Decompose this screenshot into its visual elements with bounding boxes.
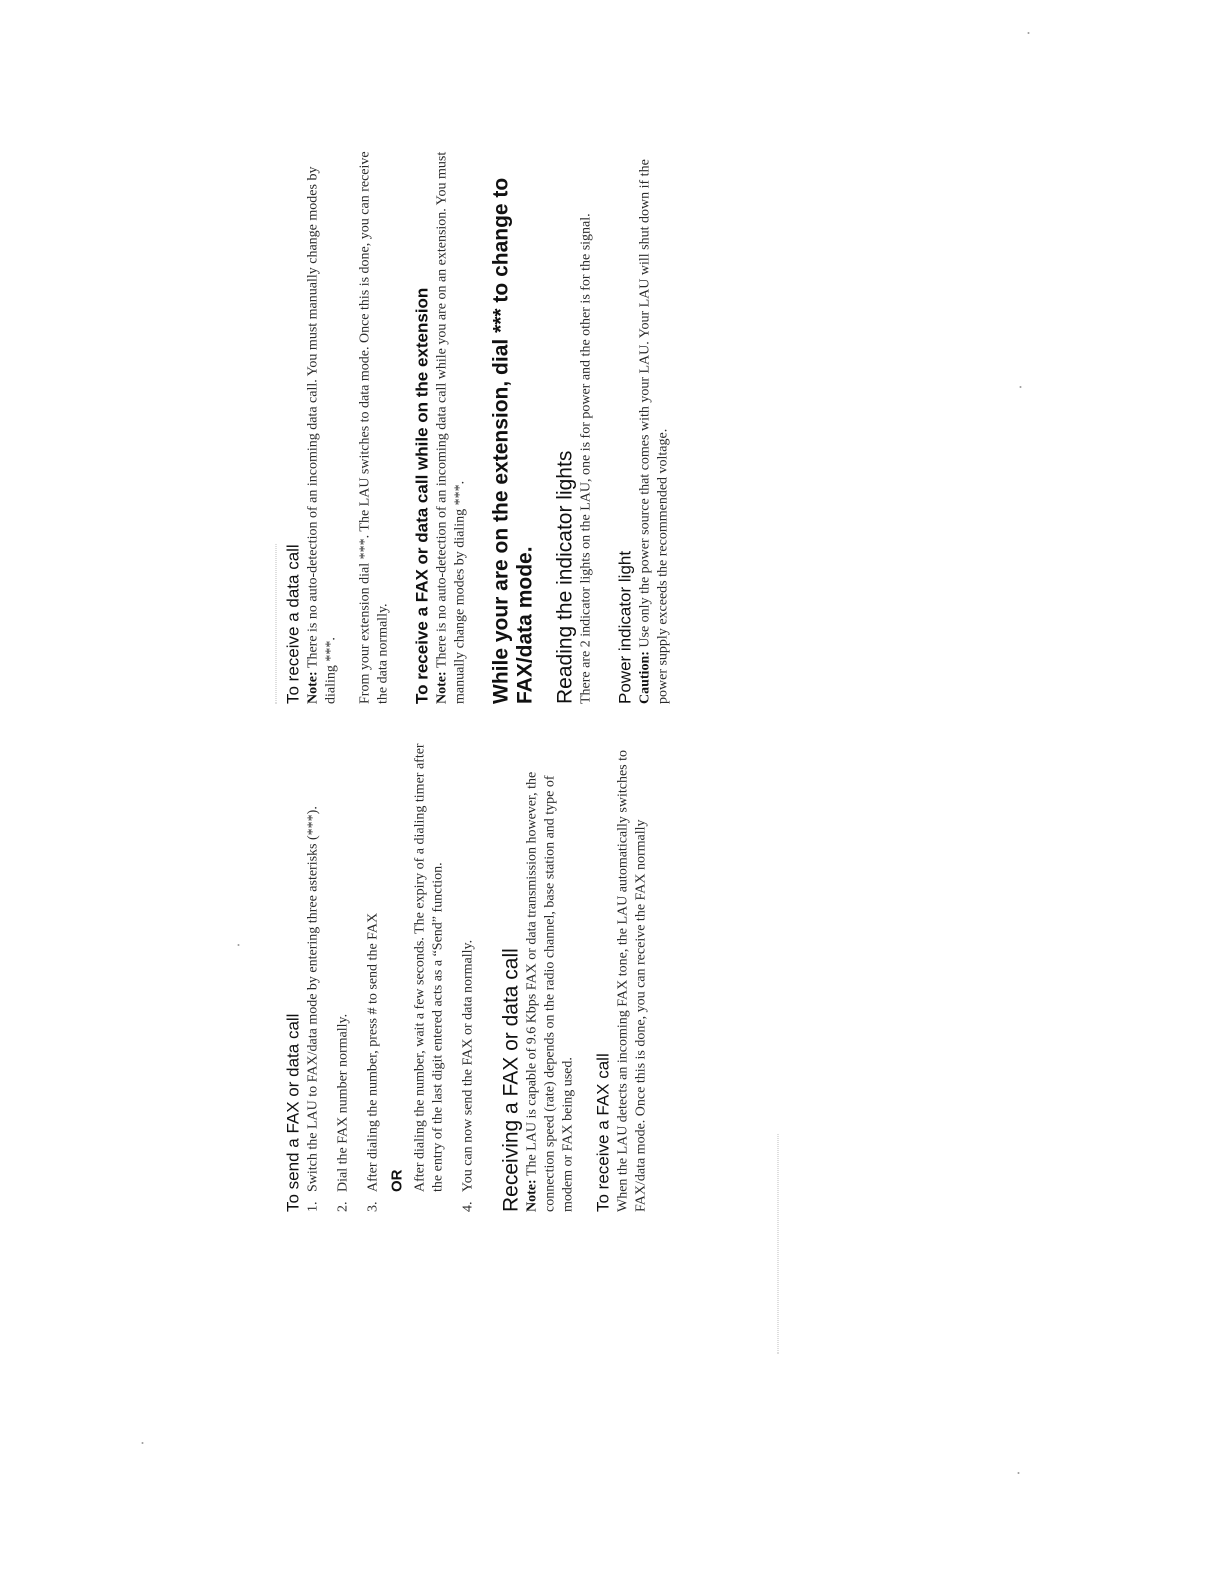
scan-speck [1020, 386, 1022, 388]
note-text: There is no auto-detection of an incoming data call while you are on an extension. You must manually change modes by dialing ***. [434, 151, 468, 704]
receive-data-text: From your extension dial ***. The LAU switches to data mode. Once this is done, you can receive the data normally. [357, 151, 391, 704]
or-label: OR [388, 1169, 406, 1192]
step-number: 4. [460, 1201, 476, 1212]
note-label: Note: [434, 671, 450, 704]
scan-speck [238, 944, 240, 946]
send-step-4 [460, 742, 478, 1212]
caution-label: Caution: [637, 651, 653, 704]
send-heading: To send a FAX or data call [283, 1013, 303, 1212]
receiving-heading: Receiving a FAX or data call [499, 948, 523, 1212]
scan-speck [142, 1442, 144, 1444]
note-text: The LAU is capable of 9.6 Kbps FAX or data transmission however, the connection speed (rate) depends on the radio channel, base station and type of modem or FAX being used. [524, 771, 576, 1212]
heading-bold: FAX [412, 569, 432, 603]
receive-fax-text: When the LAU detects an incoming FAX tone, the LAU automatically switches to FAX/data mode. Once this is done, you can receive the FAX normally [615, 749, 649, 1212]
step-number: 1. [305, 1201, 321, 1212]
step-text: You can now send the FAX or data normally. [460, 939, 476, 1192]
send-step-1 [305, 742, 323, 1212]
indicator-text: There are 2 indicator lights on the LAU, one is for power and the other is for the signal. [578, 213, 594, 704]
step-number: 3. [365, 1201, 381, 1212]
note-label: Note: [524, 1179, 540, 1212]
indicator-heading: Reading the indicator lights [553, 450, 577, 704]
note-label: Note: [305, 671, 321, 704]
scan-artifact [276, 544, 281, 704]
caution-text: Use only the power source that comes with your LAU. Your LAU will shut down if the power supply exceeds the recommended voltage. [637, 159, 671, 704]
scan-speck [1018, 1472, 1020, 1474]
receive-fax-heading: To receive a FAX call [593, 1053, 613, 1212]
or-text: After dialing the number, wait a few seconds. The expiry of a dialing timer after the entry of the last digit entered acts as a “Send” function. [412, 743, 446, 1192]
while-extension-heading: While your are on the extension, dial *** to change to FAX/data mode. [489, 177, 537, 704]
power-caution [637, 144, 673, 704]
receive-data-heading: To receive a data call [283, 544, 303, 704]
scan-speck [1028, 32, 1030, 34]
step-text: After dialing the number, press # to send the FAX [365, 912, 381, 1192]
receive-extension-heading [413, 144, 433, 704]
heading-suffix: or data call while on the extension [412, 287, 432, 570]
heading-prefix: To receive a [412, 602, 432, 704]
step-number: 2. [335, 1201, 351, 1212]
receive-extension-note [434, 144, 470, 704]
left-column [284, 742, 651, 1212]
scan-artifact [778, 1134, 783, 1354]
send-step-2 [335, 742, 353, 1212]
note-text: There is no auto-detection of an incoming data call. You must manually change modes by dialing ***. [305, 166, 339, 704]
receive-data-note [305, 144, 341, 704]
receiving-note [524, 742, 578, 1212]
send-step-3 [365, 742, 383, 1212]
right-column [284, 144, 673, 704]
step-text: Switch the LAU to FAX/data mode by entering three asterisks (***). [305, 806, 321, 1192]
power-heading: Power indicator light [615, 550, 635, 704]
step-text: Dial the FAX number normally. [335, 1013, 351, 1192]
